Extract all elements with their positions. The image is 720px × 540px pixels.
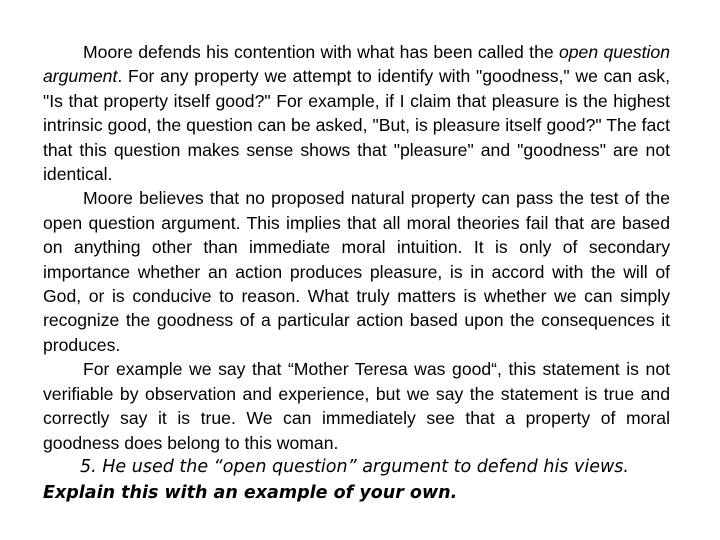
question-line-2: Explain this with an example of your own. — [43, 483, 458, 503]
paragraph-text: . For any property we attempt to identify with "goodness," we can ask, "Is that property itself good?" For example, if I claim that pleasure is the highest intrinsic good, the question can be asked, "But, is pleasure itself good?" The fact that this question makes sense shows that "pleasure" and "goodness" are not identical. — [43, 66, 670, 185]
paragraph-example: For example we say that “Mother Teresa was good“, this statement is not verifiable by observation and experience, but we say the statement is true and correctly say it is true. We can immediately see that a property of moral goodness does belong to this woman. — [43, 359, 670, 453]
paragraph-text: Moore defends his contention with what has been called the — [83, 42, 559, 62]
paragraph-moore-belief: Moore believes that no proposed natural property can pass the test of the open question argument. This implies that all moral theories fail that are based on anything other than immediate moral intuition. It is only of secondary importance whether an action produces pleasure, is in accord with the will of God, or is conducive to reason. What truly matters is whether we can simply recognize the goodness of a particular action based upon the consequences it produces. — [43, 188, 670, 355]
question-line-1: 5. He used the “open question” argument to defend his views. — [80, 457, 629, 477]
paragraph-open-question-argument — [43, 40, 670, 186]
question-prompt — [43, 454, 683, 506]
emphasized-term: open question argument — [43, 42, 670, 87]
passage-text — [43, 40, 670, 455]
